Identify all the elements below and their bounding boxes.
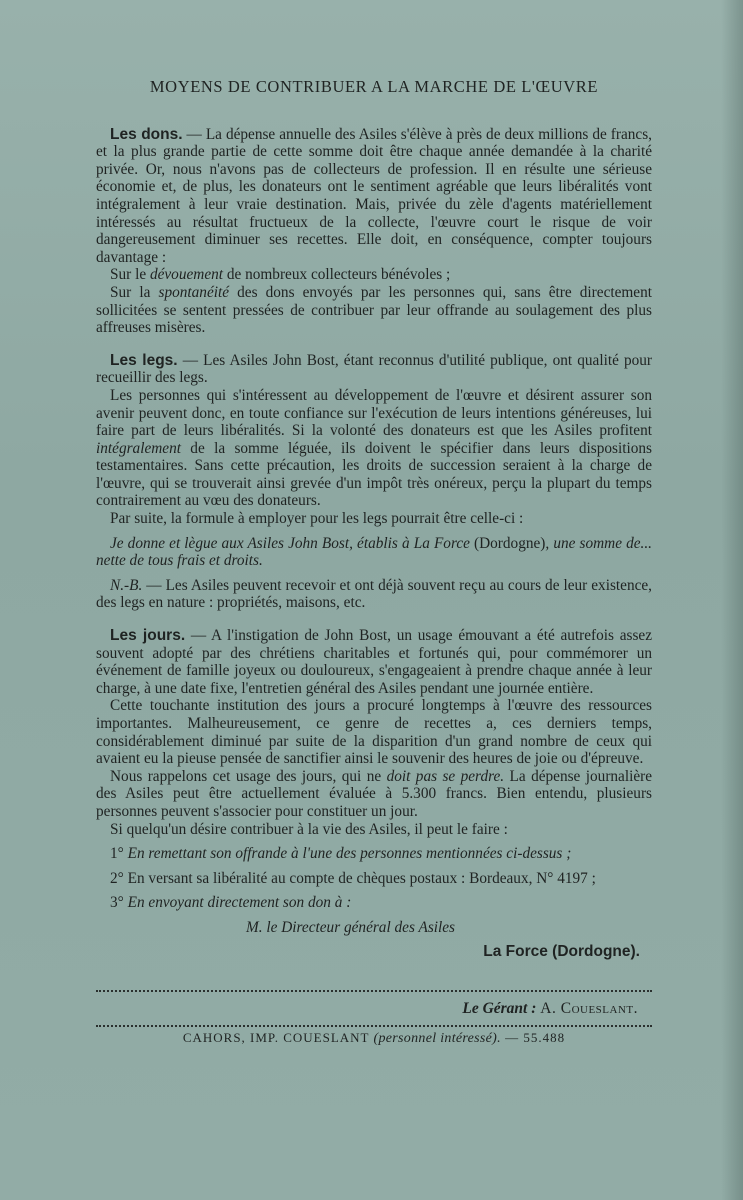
dons-paragraph-2 bbox=[96, 266, 652, 284]
dons-emphasis-devouement: dévouement bbox=[149, 266, 224, 284]
legs-paragraph-3: Par suite, la formule à employer pour les legs pourrait être celle-ci : bbox=[110, 510, 524, 528]
legs-text-2b: de la somme léguée, ils doivent le spécifier dans leurs dispositions testamentaires. Sans cette précaution, les droits de succession seraient à la charge de l'œuvre, qui se trouverait ainsi grevée d'un impôt très onéreux, perçu la plupart du temps contrairement au vœu des donateurs. bbox=[96, 439, 652, 510]
dons-paragraph-3 bbox=[96, 284, 652, 337]
jours-text-1: — A l'instigation de John Bost, un usage émouvant a été autrefois assez souvent adopté par des chrétiens charitables et fortunés qui, pour commémorer un événement de famille joyeux ou douloureux, s'engageaient à prendre chaque année à leur charge, à une date fixe, l'entretien général des Asiles pendant une journée entière. bbox=[96, 627, 652, 697]
document-body bbox=[96, 78, 652, 960]
dons-text-3a: Sur la bbox=[110, 283, 159, 301]
legs-paragraph-1 bbox=[96, 352, 652, 387]
legs-text-2a: Les personnes qui s'intéressent au développement de l'œuvre et désirent assurer son avenir peuvent donc, en toute confiance sur l'exécution de leurs intentions généreuses, lui faire part de leurs libéralités. Si la volonté des donateurs est que les Asiles profitent bbox=[96, 386, 652, 440]
legs-heading: Les legs. bbox=[110, 351, 178, 369]
gerant-name: A. Coueslant. bbox=[540, 1000, 638, 1017]
jours-heading: Les jours. bbox=[110, 627, 186, 645]
dons-text-2a: Sur le bbox=[110, 266, 150, 284]
jours-paragraph-1 bbox=[96, 627, 652, 697]
imprint-text-b: — 55.488 bbox=[500, 1030, 566, 1045]
jours-paragraph-3 bbox=[96, 768, 652, 821]
section-legs bbox=[96, 352, 652, 612]
item-1-text: En remettant son offrande à l'une des personnes mentionnées ci-dessus ; bbox=[127, 845, 572, 863]
dons-text-3b: des dons envoyés par les personnes qui, sans être directement sollicitées se sentent pressées de contribuer par leur offrande au soulagement des plus affreuses misères. bbox=[96, 283, 652, 337]
jours-item-3 bbox=[96, 894, 652, 912]
dons-paragraph-1 bbox=[96, 126, 652, 267]
dons-text-2b: de nombreux collecteurs bénévoles ; bbox=[223, 266, 451, 284]
jours-text-3b: La dépense journalière des Asiles peut être actuellement évaluée à 5.300 francs. Bien entendu, plusieurs personnes peuvent s'associer pour constituer un jour. bbox=[96, 767, 653, 820]
address-line-2: La Force (Dordogne). bbox=[483, 942, 640, 960]
formula-text-b: (Dordogne) bbox=[474, 534, 546, 552]
item-2-text: En versant sa libéralité au compte de chèques postaux : Bordeaux, N° 4197 ; bbox=[127, 869, 596, 887]
nb-label: N.-B. bbox=[110, 576, 143, 594]
dons-text-1: — La dépense annuelle des Asiles s'élève à près de deux millions de francs, et la plus grande partie de cette somme doit être chaque année demandée à la charité privée. Or, nous n'avons pas de collecteurs de profession. Il en résulte une sérieuse économie et, de plus, les donateurs ont le sentiment agréable que leurs libéralités vont intégralement à leur vraie destination. Mais, privée du zèle d'agents matériellement intéressés au résultat fructueux de la collecte, l'œuvre court le risque de voir dangereusement diminuer ses recettes. Elle doit, en conséquence, compter toujours davantage : bbox=[96, 125, 652, 266]
jours-text-3a: Nous rappelons cet usage des jours, qui ne bbox=[110, 767, 387, 785]
item-3-number: 3° bbox=[110, 894, 124, 912]
legs-paragraph-2 bbox=[96, 387, 652, 510]
dons-heading: Les dons. bbox=[110, 125, 183, 143]
legs-text-1: — Les Asiles John Bost, étant reconnus d'utilité publique, ont qualité pour recueillir des legs. bbox=[96, 351, 652, 387]
formula-text-c: , une somme de... nette de tous frais et droits. bbox=[96, 534, 653, 570]
legs-emphasis-integralement: intégralement bbox=[96, 439, 181, 457]
legs-nb bbox=[96, 577, 652, 612]
section-jours bbox=[96, 627, 652, 960]
page-edge-shadow bbox=[721, 0, 743, 1200]
jours-item-1 bbox=[96, 845, 652, 863]
nb-text: — Les Asiles peuvent recevoir et ont déjà souvent reçu au cours de leur existence, des legs en nature : propriétés, maisons, etc. bbox=[96, 576, 652, 612]
divider-bottom bbox=[96, 1025, 652, 1027]
imprint-line bbox=[96, 1030, 652, 1047]
formula-text-a: Je donne et lègue aux Asiles John Bost, établis à La Force bbox=[110, 534, 475, 552]
imprint-text-a: CAHORS, IMP. COUESLANT bbox=[182, 1030, 374, 1045]
jours-emphasis-perdre: doit pas se perdre. bbox=[386, 767, 505, 785]
jours-paragraph-2: Cette touchante institution des jours a procuré longtemps à l'œuvre des ressources importantes. Malheureusement, ce genre de recettes a, ces derniers temps, considérablement diminué par suite de la disparition d'un grand nombre de ceux qui avaient eu la pieuse pensée de sanctifier ainsi le souvenir des heures de joie ou d'épreuve. bbox=[96, 697, 652, 768]
page-title: MOYENS DE CONTRIBUER A LA MARCHE DE L'ŒUVRE bbox=[149, 77, 599, 96]
jours-item-2 bbox=[96, 870, 652, 888]
gerant-label: Le Gérant : bbox=[462, 1000, 537, 1017]
legs-formula bbox=[96, 535, 652, 570]
dons-emphasis-spontaneite: spontanéité bbox=[158, 283, 230, 301]
divider-top bbox=[96, 990, 652, 992]
item-3-text: En envoyant directement son don à : bbox=[127, 894, 352, 912]
address-line-1: M. le Directeur général des Asiles bbox=[246, 918, 456, 936]
gerant-line bbox=[96, 1000, 638, 1018]
item-2-number: 2° bbox=[110, 869, 124, 887]
section-dons bbox=[96, 126, 652, 337]
item-1-number: 1° bbox=[110, 845, 124, 863]
jours-paragraph-4: Si quelqu'un désire contribuer à la vie des Asiles, il peut le faire : bbox=[110, 820, 508, 838]
imprint-text-italic: (personnel intéressé). bbox=[373, 1031, 501, 1046]
